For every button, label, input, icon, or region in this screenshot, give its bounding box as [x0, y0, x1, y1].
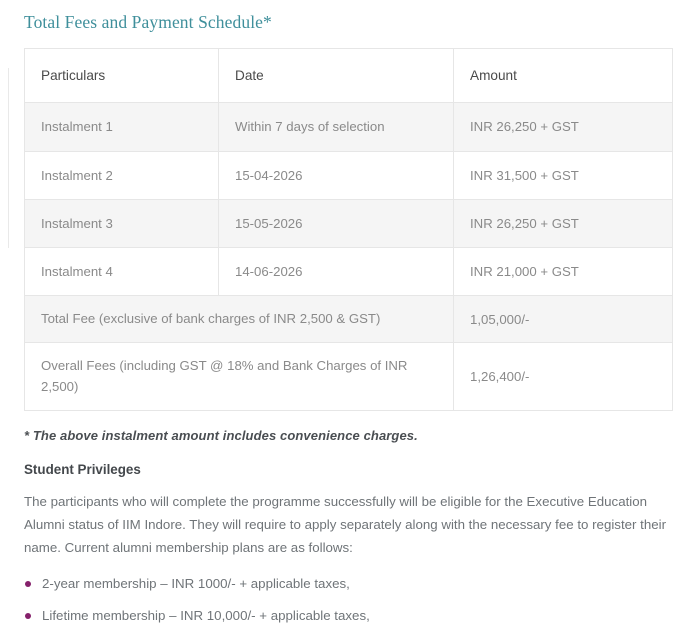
cell-particulars: Instalment 2 — [25, 151, 219, 199]
cell-total-fee-label: Total Fee (exclusive of bank charges of INR 2,500 & GST) — [25, 296, 454, 343]
cell-amount: INR 26,250 + GST — [454, 103, 673, 151]
page-title: Total Fees and Payment Schedule* — [24, 12, 272, 32]
cell-amount: INR 21,000 + GST — [454, 247, 673, 295]
table-row — [25, 247, 673, 295]
table-row — [25, 103, 673, 151]
content-column — [24, 0, 674, 637]
column-header-date: Date — [219, 48, 454, 103]
list-item-label: Lifetime membership – INR 10,000/- + applicable taxes, — [42, 607, 370, 623]
bullet-icon — [25, 581, 31, 587]
cell-particulars: Instalment 3 — [25, 199, 219, 247]
cell-date: 15-04-2026 — [219, 151, 454, 199]
column-header-particulars: Particulars — [25, 48, 219, 103]
cell-overall-fees-amount: 1,26,400/- — [454, 343, 673, 411]
table-header-row — [25, 48, 673, 103]
student-privileges-paragraph: The participants who will complete the programme successfully will be eligible for the Executive Education Alumni status of IIM Indore. They will require to apply separately along with the necessary fee to register their name. Current alumni membership plans are as follows: — [24, 494, 667, 556]
table-header — [25, 48, 673, 103]
table-footnote: * The above instalment amount includes convenience charges. — [24, 428, 418, 444]
cell-total-fee-amount: 1,05,000/- — [454, 296, 673, 343]
table-row — [25, 151, 673, 199]
list-item — [24, 606, 674, 627]
table-body — [25, 103, 673, 411]
list-item-label: 2-year membership – INR 1000/- + applicable taxes, — [42, 575, 350, 591]
table-row-total-fee — [25, 296, 673, 343]
table-row — [25, 199, 673, 247]
table-row-overall-fees — [25, 343, 673, 411]
page-left-edge-rule — [8, 68, 9, 248]
privileges-list — [24, 574, 674, 626]
cell-date: 14-06-2026 — [219, 247, 454, 295]
fee-schedule-table — [24, 48, 673, 412]
student-privileges-heading: Student Privileges — [24, 462, 141, 478]
cell-overall-fees-label: Overall Fees (including GST @ 18% and Bank Charges of INR 2,500) — [25, 343, 454, 411]
list-item — [24, 574, 674, 595]
cell-amount: INR 26,250 + GST — [454, 199, 673, 247]
cell-amount: INR 31,500 + GST — [454, 151, 673, 199]
cell-date: 15-05-2026 — [219, 199, 454, 247]
column-header-amount: Amount — [454, 48, 673, 103]
cell-particulars: Instalment 1 — [25, 103, 219, 151]
bullet-icon — [25, 613, 31, 619]
cell-particulars: Instalment 4 — [25, 247, 219, 295]
cell-date: Within 7 days of selection — [219, 103, 454, 151]
